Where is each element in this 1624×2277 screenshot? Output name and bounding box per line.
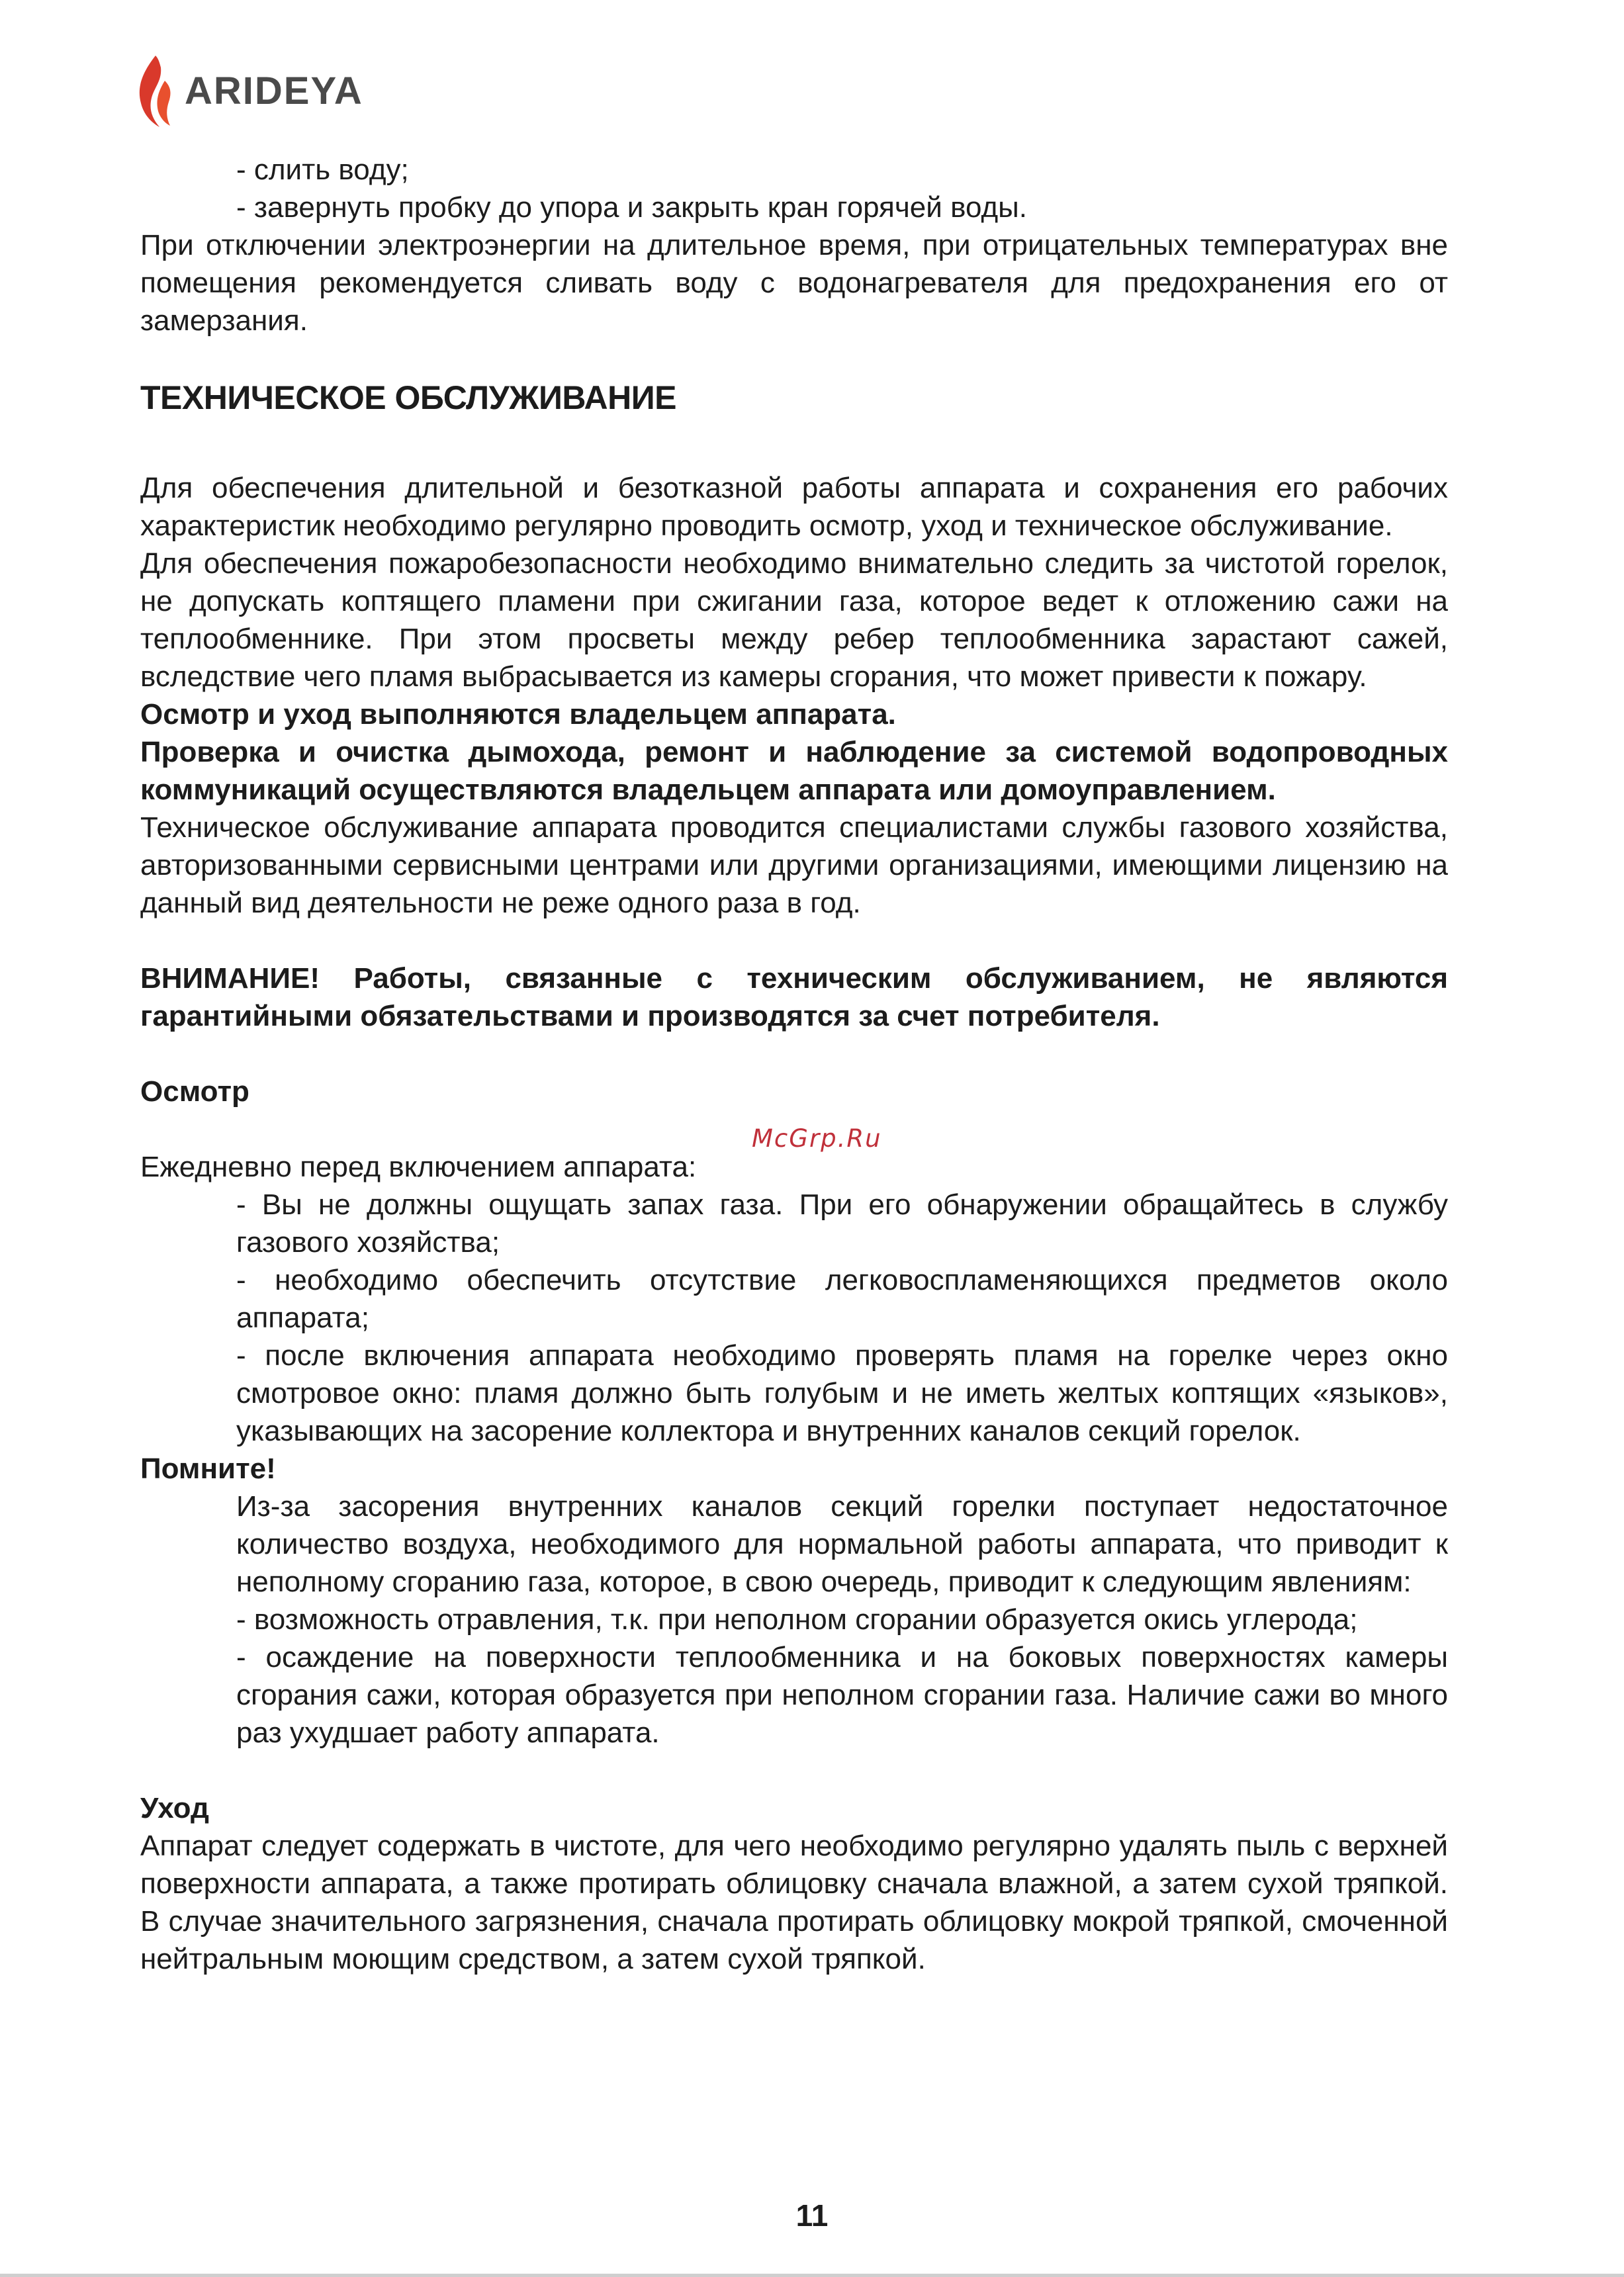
care-title: Уход <box>140 1792 209 1824</box>
watermark: McGrp.Ru <box>752 1124 882 1153</box>
intro-line: - слить воду; <box>236 154 409 186</box>
list-item: - осаждение на поверхности теплообменника и на боковых поверхностях камеры сгорания сажи, которая образуется при неполном сгорании газа. Наличие сажи во много раз ухудшает работу аппарата. <box>236 1641 1448 1749</box>
remember-text: Из-за засорения внутренних каналов секций горелки поступает недостаточное количество воздуха, необходимого для нормальной работы аппарата, что приводит к неполному сгоранию газа, которое, в свою очередь, приводит к следующим явлениям: <box>236 1490 1448 1598</box>
paragraph: Для обеспечения пожаробезопасности необходимо внимательно следить за чистотой горелок, не допускать коптящего пламени при сжигании газа, которое ведет к отложению сажи на теплообменнике. При этом просветы между ребер теплообменника зарастают сажей, вследствие чего пламя выбрасывается из камеры сгорания, что может привести к пожару. <box>140 547 1448 693</box>
paragraph: Техническое обслуживание аппарата проводится специалистами службы газового хозяйства, авторизованными сервисными центрами или другими организациями, имеющими лицензию на данный вид деятельности не реже одного раза в год. <box>140 811 1448 919</box>
list-item: - Вы не должны ощущать запах газа. При его обнаружении обращайтесь в службу газового хозяйства; <box>236 1188 1448 1259</box>
page-number: 11 <box>795 2198 829 2233</box>
intro-line: - завернуть пробку до упора и закрыть кран горячей воды. <box>236 191 1027 224</box>
page-bottom-border <box>0 2274 1624 2277</box>
bold-statement: Осмотр и уход выполняются владельцем аппарата. <box>140 698 896 731</box>
main-content <box>140 151 1448 1978</box>
inspection-title: Осмотр <box>140 1075 249 1108</box>
brand-logo <box>136 52 363 131</box>
bold-statement: Проверка и очистка дымохода, ремонт и наблюдение за системой водопроводных коммуникаций осуществляются владельцем аппарата или домоуправлением. <box>140 736 1448 806</box>
intro-paragraph: При отключении электроэнергии на длительное время, при отрицательных температурах вне помещения рекомендуется сливать воду с водонагревателя для предохранения его от замерзания. <box>140 229 1448 337</box>
warning-text: ВНИМАНИЕ! Работы, связанные с техническим обслуживанием, не являются гарантийными обязательствами и производятся за счет потребителя. <box>140 962 1448 1032</box>
section-title: ТЕХНИЧЕСКОЕ ОБСЛУЖИВАНИЕ <box>140 379 676 416</box>
care-text: Аппарат следует содержать в чистоте, для чего необходимо регулярно удалять пыль с верхней поверхности аппарата, а также протирать облицовку сначала влажной, а затем сухой тряпкой. В случае значительного загрязнения, сначала протирать облицовку мокрой тряпкой, смоченной нейтральным моющим средством, а затем сухой тряпкой. <box>140 1830 1448 1975</box>
list-item: - после включения аппарата необходимо проверять пламя на горелке через окно смотровое окно: пламя должно быть голубым и не иметь желтых коптящих «языков», указывающих на засорение коллектора и внутренних каналов секций горелок. <box>236 1339 1448 1447</box>
list-item: - возможность отравления, т.к. при неполном сгорании образуется окись углерода; <box>236 1603 1358 1636</box>
inspection-lead: Ежедневно перед включением аппарата: <box>140 1151 697 1183</box>
remember-title: Помните! <box>140 1452 276 1485</box>
list-item: - необходимо обеспечить отсутствие легковоспламеняющихся предметов около аппарата; <box>236 1264 1448 1334</box>
brand-name: ARIDEYA <box>185 69 363 112</box>
flame-icon <box>136 54 174 128</box>
paragraph: Для обеспечения длительной и безотказной работы аппарата и сохранения его рабочих характеристик необходимо регулярно проводить осмотр, уход и техническое обслуживание. <box>140 472 1448 542</box>
